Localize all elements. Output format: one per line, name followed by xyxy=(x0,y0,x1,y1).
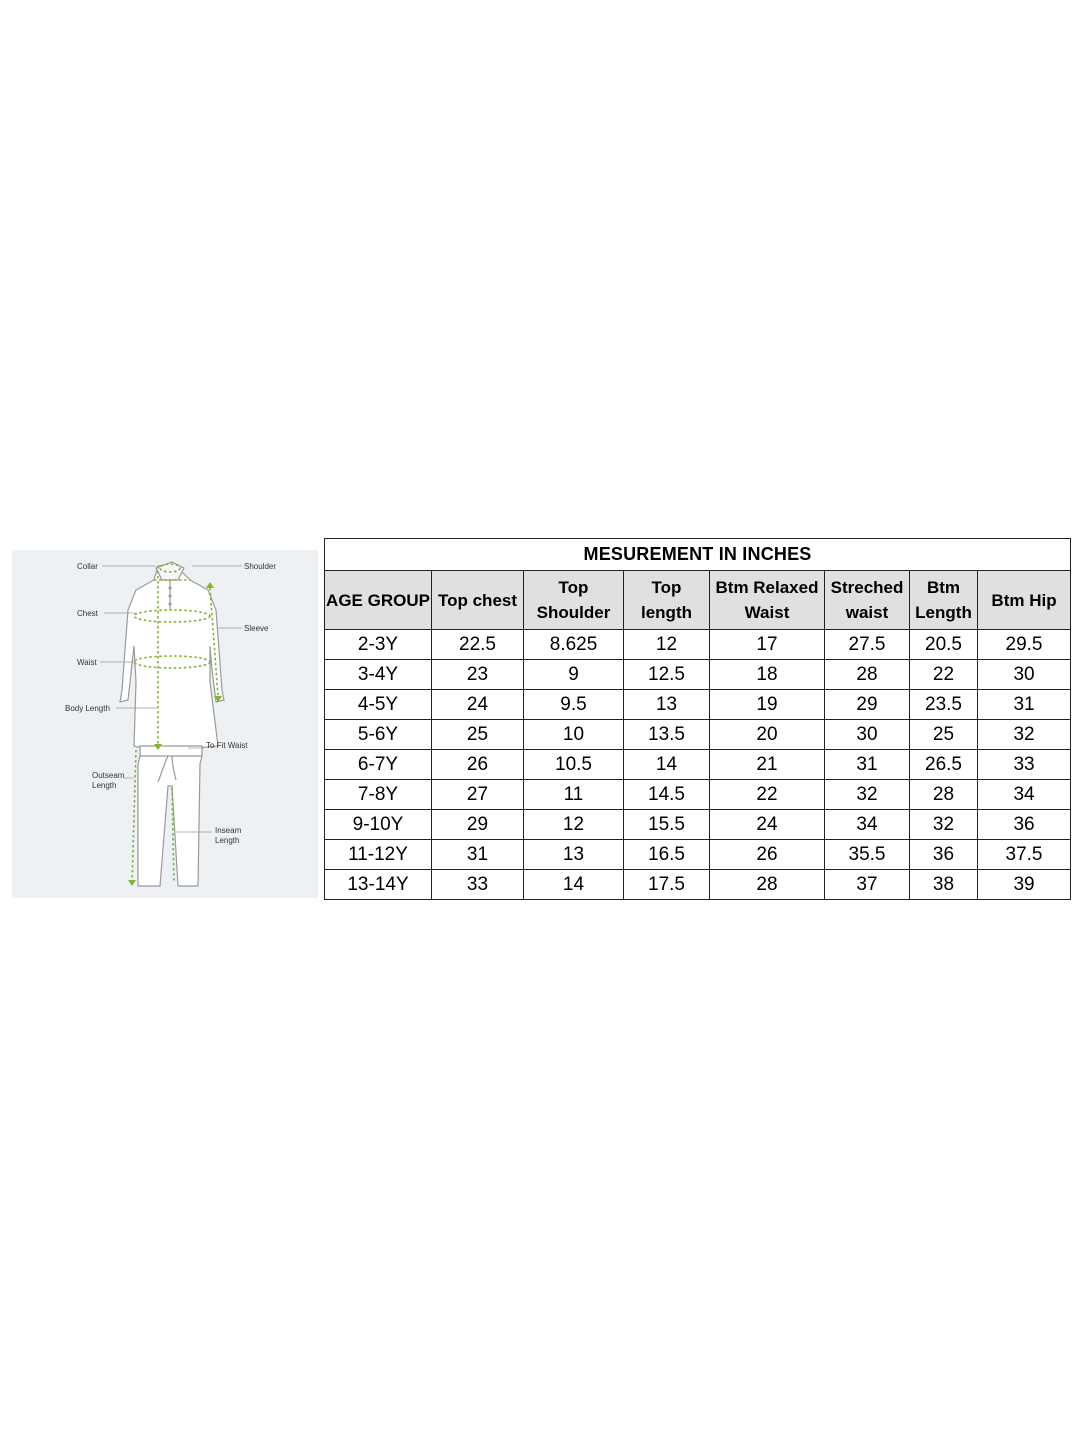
measurement-cell: 37 xyxy=(825,870,910,900)
header-text: Top chest xyxy=(437,590,518,610)
measurement-cell: 34 xyxy=(978,780,1071,810)
measurement-cell: 23.5 xyxy=(910,690,978,720)
measurement-cell: 12.5 xyxy=(624,660,710,690)
measurement-cell: 28 xyxy=(910,780,978,810)
measurement-cell: 26 xyxy=(432,750,524,780)
label-shoulder: Shoulder xyxy=(244,562,277,571)
header-text: Streched xyxy=(830,578,904,597)
measurement-diagram xyxy=(12,550,318,898)
age-group-cell: 2-3Y xyxy=(325,630,432,660)
label-inseam: Inseam xyxy=(215,826,242,835)
table-row xyxy=(325,630,1071,660)
pajama-outline xyxy=(138,746,202,886)
measurement-cell: 39 xyxy=(978,870,1071,900)
header-text: Waist xyxy=(744,603,790,622)
label-chest: Chest xyxy=(77,609,98,618)
measurement-cell: 12 xyxy=(624,630,710,660)
table-row xyxy=(325,690,1071,720)
measurement-cell: 31 xyxy=(978,690,1071,720)
measurement-cell: 9.5 xyxy=(524,690,624,720)
measurement-cell: 13 xyxy=(624,690,710,720)
header-row xyxy=(325,571,1071,630)
measurement-cell: 9 xyxy=(524,660,624,690)
measurement-cell: 22.5 xyxy=(432,630,524,660)
measurement-cell: 20.5 xyxy=(910,630,978,660)
measurement-cell: 24 xyxy=(432,690,524,720)
header-text: Top xyxy=(651,578,682,597)
measurement-cell: 32 xyxy=(910,810,978,840)
measurement-cell: 28 xyxy=(710,870,825,900)
measurement-cell: 8.625 xyxy=(524,630,624,660)
measurement-cell: 10 xyxy=(524,720,624,750)
button-icon xyxy=(168,594,171,597)
header-text: Top xyxy=(558,578,589,597)
measurement-cell: 29.5 xyxy=(978,630,1071,660)
button-icon xyxy=(168,586,171,589)
measurement-cell: 19 xyxy=(710,690,825,720)
header-text: Btm Relaxed xyxy=(715,578,819,597)
label-body-length: Body Length xyxy=(65,704,110,713)
header-top-chest xyxy=(432,571,524,630)
measurement-cell: 15.5 xyxy=(624,810,710,840)
measurement-cell: 10.5 xyxy=(524,750,624,780)
measurement-cell: 13 xyxy=(524,840,624,870)
measurement-cell: 33 xyxy=(978,750,1071,780)
measurement-cell: 12 xyxy=(524,810,624,840)
measurement-cell: 34 xyxy=(825,810,910,840)
garment-illustration xyxy=(12,550,318,898)
table-row xyxy=(325,780,1071,810)
measurement-cell: 37.5 xyxy=(978,840,1071,870)
table-row xyxy=(325,750,1071,780)
measurement-cell: 25 xyxy=(432,720,524,750)
age-group-cell: 4-5Y xyxy=(325,690,432,720)
measurement-cell: 35.5 xyxy=(825,840,910,870)
measurement-cell: 17 xyxy=(710,630,825,660)
measurement-cell: 26 xyxy=(710,840,825,870)
age-group-cell: 3-4Y xyxy=(325,660,432,690)
measurement-cell: 13.5 xyxy=(624,720,710,750)
label-waist: Waist xyxy=(77,658,97,667)
measurement-cell: 30 xyxy=(978,660,1071,690)
header-streched-waist xyxy=(825,571,910,630)
age-group-cell: 9-10Y xyxy=(325,810,432,840)
label-outseam-length: Length xyxy=(92,781,117,790)
measurement-cell: 31 xyxy=(432,840,524,870)
measurement-cell: 24 xyxy=(710,810,825,840)
measurement-cell: 22 xyxy=(910,660,978,690)
table-row xyxy=(325,660,1071,690)
measurement-cell: 29 xyxy=(825,690,910,720)
header-text: Btm Hip xyxy=(991,590,1057,610)
measurement-cell: 31 xyxy=(825,750,910,780)
measurement-cell: 25 xyxy=(910,720,978,750)
measurement-cell: 16.5 xyxy=(624,840,710,870)
measurement-cell: 14 xyxy=(624,750,710,780)
age-group-cell: 11-12Y xyxy=(325,840,432,870)
header-text: Btm xyxy=(926,578,961,597)
age-group-cell: 7-8Y xyxy=(325,780,432,810)
measurement-cell: 28 xyxy=(825,660,910,690)
measurement-cell: 20 xyxy=(710,720,825,750)
measurement-cell: 32 xyxy=(978,720,1071,750)
measurement-cell: 17.5 xyxy=(624,870,710,900)
header-btm-hip xyxy=(978,571,1071,630)
table-body xyxy=(325,630,1071,900)
table-row xyxy=(325,840,1071,870)
label-inseam-length: Length xyxy=(215,836,240,845)
age-group-cell: 6-7Y xyxy=(325,750,432,780)
label-to-fit-waist: To Fit Waist xyxy=(206,741,248,750)
measurement-cell: 27.5 xyxy=(825,630,910,660)
measurement-cell: 14.5 xyxy=(624,780,710,810)
label-collar: Collar xyxy=(77,562,98,571)
kurta-outline xyxy=(120,562,224,752)
table-row xyxy=(325,870,1071,900)
age-group-cell: 13-14Y xyxy=(325,870,432,900)
table-row xyxy=(325,810,1071,840)
header-text: length xyxy=(641,603,692,622)
measurement-cell: 21 xyxy=(710,750,825,780)
age-group-cell: 5-6Y xyxy=(325,720,432,750)
measurement-cell: 33 xyxy=(432,870,524,900)
measurement-cell: 14 xyxy=(524,870,624,900)
header-text: AGE GROUP xyxy=(326,590,430,610)
measurement-cell: 18 xyxy=(710,660,825,690)
header-text: Shoulder xyxy=(536,603,611,622)
measurement-cell: 23 xyxy=(432,660,524,690)
header-btm-length xyxy=(910,571,978,630)
measurement-cell: 32 xyxy=(825,780,910,810)
measurement-cell: 36 xyxy=(978,810,1071,840)
size-chart-table xyxy=(324,538,1071,900)
measurement-cell: 22 xyxy=(710,780,825,810)
measurement-cell: 29 xyxy=(432,810,524,840)
label-sleeve: Sleeve xyxy=(244,624,269,633)
header-top-length xyxy=(624,571,710,630)
header-age-group xyxy=(325,571,432,630)
label-outseam: Outseam xyxy=(92,771,125,780)
table-row xyxy=(325,720,1071,750)
measurement-cell: 27 xyxy=(432,780,524,810)
measurement-cell: 30 xyxy=(825,720,910,750)
table-title: MESUREMENT IN INCHES xyxy=(325,539,1071,571)
header-btm-relaxed-waist xyxy=(710,571,825,630)
measurement-cell: 11 xyxy=(524,780,624,810)
header-text: Length xyxy=(915,603,972,622)
measurement-cell: 26.5 xyxy=(910,750,978,780)
measurement-cell: 36 xyxy=(910,840,978,870)
header-text: waist xyxy=(845,603,889,622)
header-top-shoulder xyxy=(524,571,624,630)
button-icon xyxy=(168,602,171,605)
measurement-cell: 38 xyxy=(910,870,978,900)
